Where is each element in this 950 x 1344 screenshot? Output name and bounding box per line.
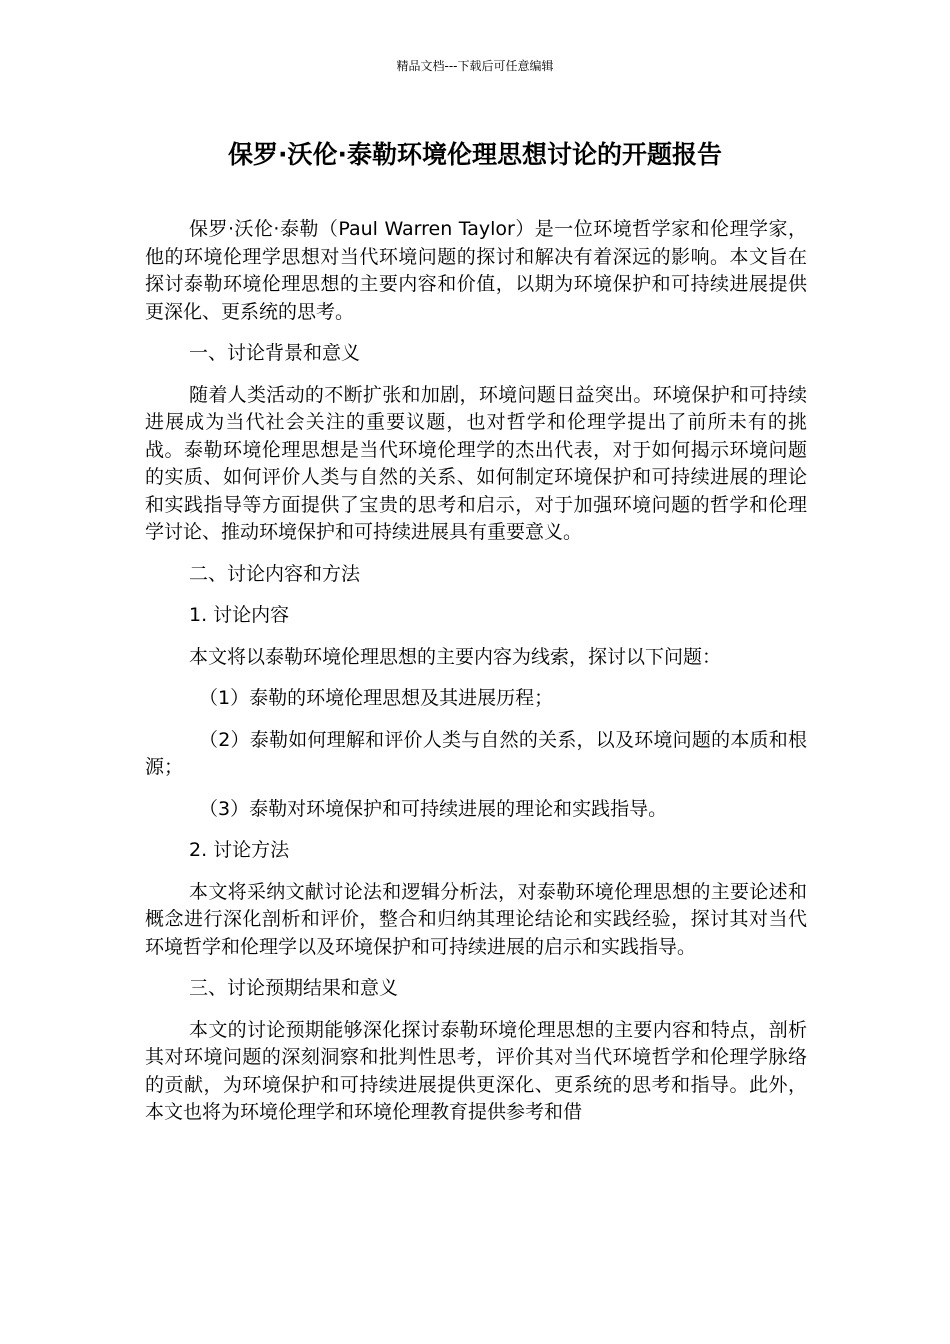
subheading-content: 1. 讨论内容	[189, 604, 290, 626]
section-heading-content-method: 二、讨论内容和方法	[189, 562, 361, 585]
subheading-method: 2. 讨论方法	[189, 839, 290, 861]
intro-paragraph: 保罗·沃伦·泰勒（Paul Warren Taylor）是一位环境哲学家和伦理学家，他的环境伦理学思想对当代环境问题的探讨和解决有着深远的影响。本文旨在探讨泰勒环境伦理思想的主要内容和价值，以期为环境保护和可持续进展提供更深化、更系统的思考。	[145, 218, 807, 323]
results-paragraph: 本文的讨论预期能够深化探讨泰勒环境伦理思想的主要内容和特点，剖析其对环境问题的深刻洞察和批判性思考，评价其对当代环境哲学和伦理学脉络的贡献，为环境保护和可持续进展提供更深化、更系统的思考和指导。此外，本文也将为环境伦理学和环境伦理教育提供参考和借	[145, 1018, 807, 1123]
section-heading-background: 一、讨论背景和意义	[189, 342, 361, 364]
list-item: （2）泰勒如何理解和评价人类与自然的关系，以及环境问题的本质和根源；	[145, 728, 807, 778]
background-paragraph: 随着人类活动的不断扩张和加剧，环境问题日益突出。环境保护和可持续进展成为当代社会关注的重要议题，也对哲学和伦理学提出了前所未有的挑战。泰勒环境伦理思想是当代环境伦理学的杰出代表，对于如何揭示环境问题的实质、如何评价人类与自然的关系、如何制定环境保护和可持续进展的理论和实践指导等方面提供了宝贵的思考和启示，对于加强环境问题的哲学和伦理学讨论、推动环境保护和可持续进展具有重要意义。	[145, 383, 807, 543]
section-heading-results: 三、讨论预期结果和意义	[189, 977, 399, 999]
content-intro-paragraph: 本文将以泰勒环境伦理思想的主要内容为线索，探讨以下问题：	[189, 645, 722, 668]
list-item: （3）泰勒对环境保护和可持续进展的理论和实践指导。	[199, 797, 668, 820]
header-note: 精品文档---下载后可任意编辑	[396, 59, 554, 73]
method-paragraph: 本文将采纳文献讨论法和逻辑分析法，对泰勒环境伦理思想的主要论述和概念进行深化剖析和评价，整合和归纳其理论结论和实践经验，探讨其对当代环境哲学和伦理学以及环境保护和可持续进展的启示和实践指导。	[145, 880, 807, 958]
document-body	[145, 216, 807, 1141]
document-title: 保罗·沃伦·泰勒环境伦理思想讨论的开题报告	[228, 140, 722, 169]
list-item: （1）泰勒的环境伦理思想及其进展历程；	[199, 687, 554, 709]
